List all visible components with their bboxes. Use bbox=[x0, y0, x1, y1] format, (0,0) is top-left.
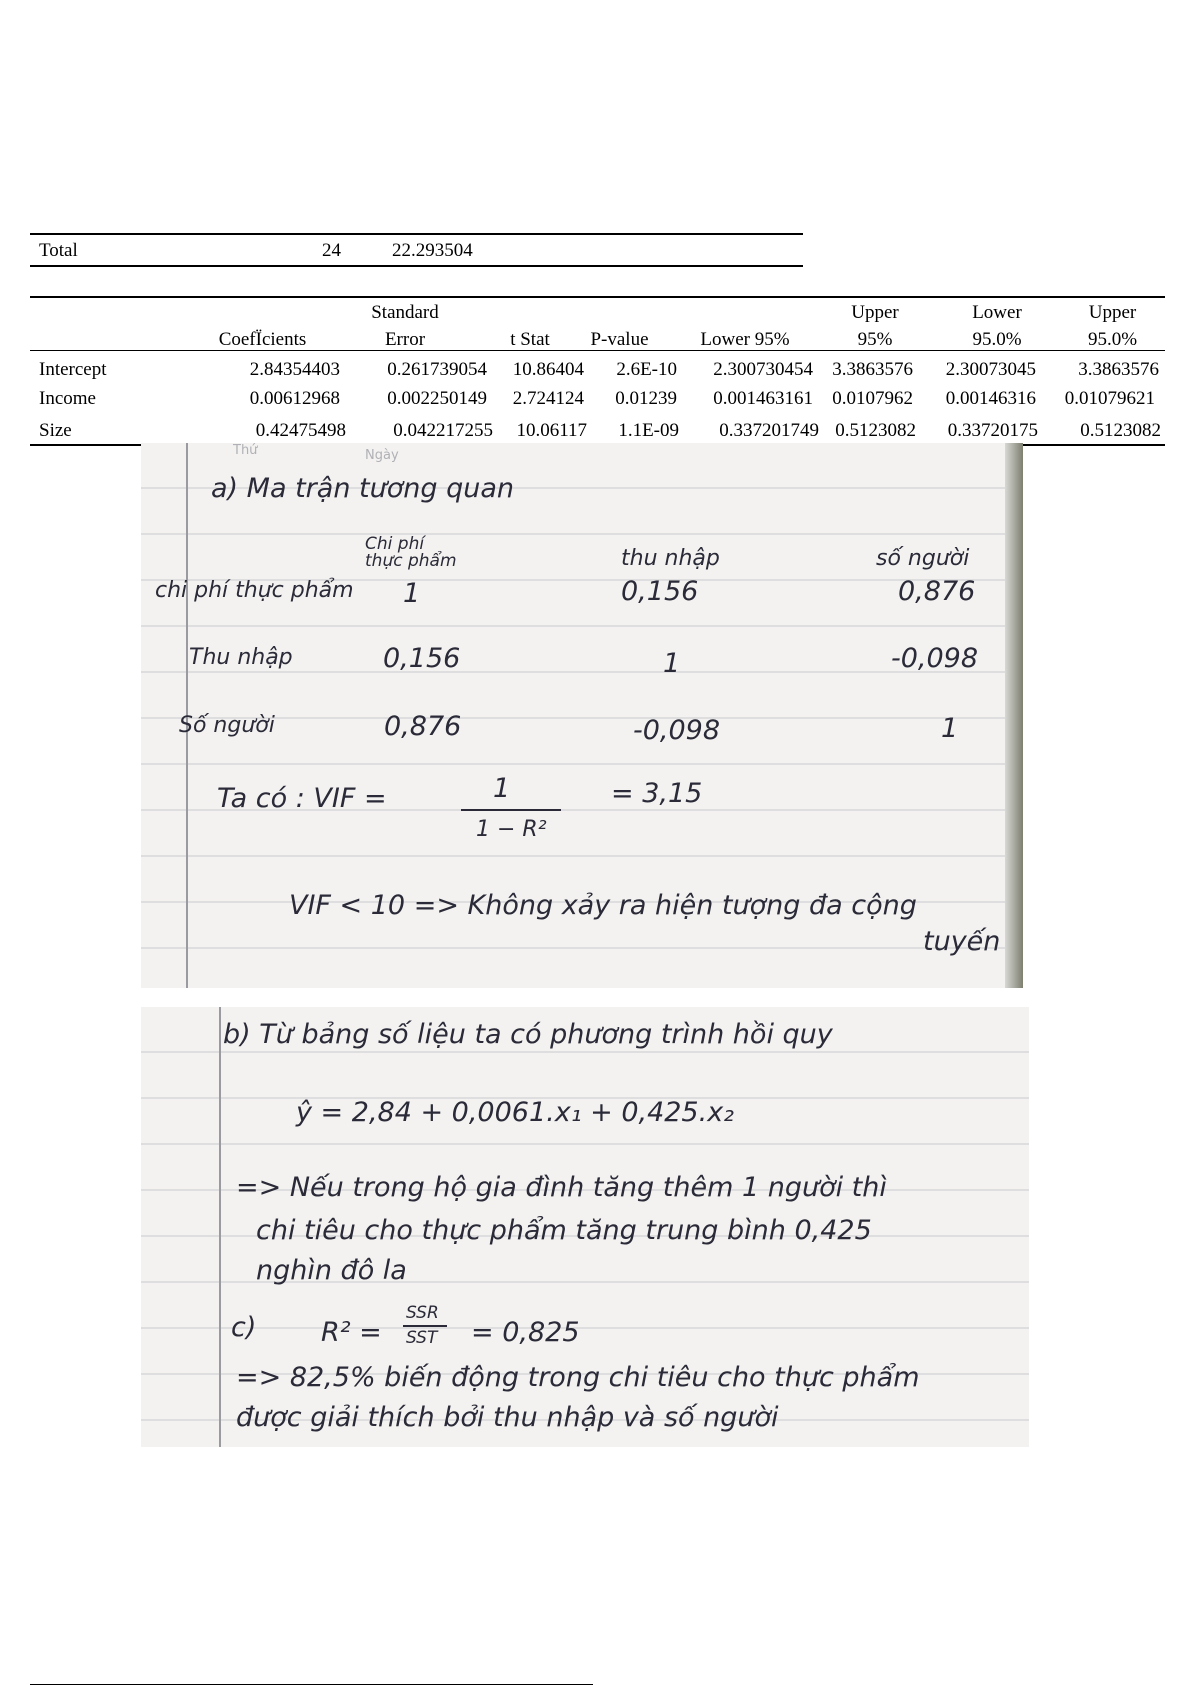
vif-conclusion-line1: VIF < 10 => Không xảy ra hiện tượng đa cộng bbox=[289, 890, 917, 921]
vif-denominator: 1 − R² bbox=[476, 817, 547, 842]
cell-income-coef: 0.00612968 bbox=[249, 388, 340, 409]
header-coefficients: CoefÏcients bbox=[218, 329, 307, 350]
section-b-line2: chi tiêu cho thực phẩm tăng trung bình 0,425 bbox=[256, 1215, 872, 1246]
row-label-intercept: Intercept bbox=[39, 359, 107, 380]
header-t-stat: t Stat bbox=[510, 329, 550, 350]
r-squared-denominator: SST bbox=[406, 1328, 438, 1348]
header-lower-95: Lower 95% bbox=[700, 329, 790, 350]
cell-size-upper950: 0.5123082 bbox=[1080, 420, 1161, 441]
col-header-income: thu nhập bbox=[621, 546, 720, 571]
row-label-size: Size bbox=[39, 420, 72, 441]
section-b-line1: => Nếu trong hộ gia đình tăng thêm 1 người thì bbox=[236, 1172, 887, 1203]
header-upper-95 bbox=[820, 299, 930, 353]
section-c-label: c) bbox=[231, 1312, 257, 1343]
vif-result: = 3,15 bbox=[611, 778, 703, 809]
cell-intercept-upper95: 3.3863576 bbox=[832, 359, 913, 380]
cell-income-lower95: 0.001463161 bbox=[713, 388, 813, 409]
anova-total-ss: 22.293504 bbox=[392, 240, 473, 261]
cell-intercept-t: 10.86404 bbox=[512, 359, 584, 380]
col-header-food-cost-line2: thực phẩm bbox=[365, 551, 457, 571]
header-standard-error-line2: Error bbox=[384, 329, 426, 350]
cell-income-upper950: 0.01079621 bbox=[1064, 388, 1155, 409]
header-upper-95-line2: 95% bbox=[857, 329, 893, 350]
vif-conclusion-line2: tuyến bbox=[923, 926, 1001, 957]
section-c-line1: => 82,5% biến động trong chi tiêu cho thực phẩm bbox=[236, 1362, 920, 1393]
cell-intercept-coef: 2.84354403 bbox=[249, 359, 340, 380]
cell-size-lower950: 0.33720175 bbox=[947, 420, 1038, 441]
header-lower-950 bbox=[942, 299, 1052, 353]
cell-intercept-lower95: 2.300730454 bbox=[713, 359, 813, 380]
cell-size-p: 1.1E-09 bbox=[618, 420, 679, 441]
corr-2-3: -0,098 bbox=[891, 643, 979, 674]
coefficient-table bbox=[30, 296, 1165, 446]
corr-2-1: 0,156 bbox=[383, 643, 461, 674]
notebook-photo-correlation bbox=[141, 443, 1023, 988]
cell-intercept-lower950: 2.30073045 bbox=[945, 359, 1036, 380]
notebook-photo-regression bbox=[141, 1007, 1029, 1447]
cell-income-t: 2.724124 bbox=[512, 388, 584, 409]
anova-total-df: 24 bbox=[322, 240, 341, 261]
col-header-household-size: số người bbox=[876, 546, 970, 571]
row-label-household-size: Số người bbox=[179, 713, 275, 738]
notebook-margin-line bbox=[219, 1007, 221, 1447]
section-b-title: b) Từ bảng số liệu ta có phương trình hồi quy bbox=[223, 1019, 833, 1050]
cell-size-lower95: 0.337201749 bbox=[719, 420, 819, 441]
col-header-food-cost bbox=[365, 536, 457, 570]
row-label-income: Income bbox=[39, 388, 96, 409]
corr-1-2: 0,156 bbox=[621, 576, 699, 607]
regression-equation: ŷ = 2,84 + 0,0061.x₁ + 0,425.x₂ bbox=[296, 1097, 734, 1128]
col-header-food-cost-line1: Chi phí bbox=[365, 534, 425, 554]
vif-numerator: 1 bbox=[493, 773, 511, 804]
header-lower-950-line1: Lower bbox=[972, 302, 1022, 323]
anova-total-label: Total bbox=[39, 240, 78, 261]
header-upper-950-line1: Upper bbox=[1088, 302, 1137, 323]
header-upper-950 bbox=[1060, 299, 1165, 353]
cell-size-upper95: 0.5123082 bbox=[835, 420, 916, 441]
cell-income-lower950: 0.00146316 bbox=[945, 388, 1036, 409]
preprint-thu: Thứ bbox=[233, 443, 258, 458]
cell-size-coef: 0.42475498 bbox=[255, 420, 346, 441]
r-squared-result: = 0,825 bbox=[471, 1317, 580, 1348]
cell-size-se: 0.042217255 bbox=[393, 420, 493, 441]
vif-fraction-bar bbox=[461, 809, 561, 811]
header-standard-error-line1: Standard bbox=[371, 302, 439, 323]
cell-intercept-upper950: 3.3863576 bbox=[1078, 359, 1159, 380]
section-c-line2: được giải thích bởi thu nhập và số người bbox=[236, 1402, 779, 1433]
r-squared-numerator: SSR bbox=[406, 1303, 439, 1323]
row-label-income-hw: Thu nhập bbox=[189, 645, 293, 670]
corr-2-2: 1 bbox=[663, 648, 681, 679]
corr-3-3: 1 bbox=[941, 713, 959, 744]
header-upper-950-line2: 95.0% bbox=[1087, 329, 1138, 350]
anova-total-row bbox=[30, 233, 803, 267]
vif-prefix: Ta có : VIF = bbox=[217, 783, 387, 814]
cell-intercept-se: 0.261739054 bbox=[387, 359, 487, 380]
section-a-title: a) Ma trận tương quan bbox=[211, 473, 514, 504]
cell-intercept-p: 2.6E-10 bbox=[616, 359, 677, 380]
corr-1-1: 1 bbox=[403, 578, 421, 609]
notebook-edge-shadow bbox=[1005, 443, 1023, 988]
cell-income-p: 0.01239 bbox=[615, 388, 677, 409]
row-label-food-cost: chi phí thực phẩm bbox=[155, 578, 354, 603]
header-standard-error bbox=[340, 299, 470, 353]
section-b-line3: nghìn đô la bbox=[256, 1255, 407, 1286]
cell-size-t: 10.06117 bbox=[516, 420, 587, 441]
header-p-value: P-value bbox=[590, 329, 649, 350]
corr-3-2: -0,098 bbox=[633, 715, 721, 746]
r-squared-fraction-bar bbox=[403, 1325, 447, 1327]
cell-income-upper95: 0.0107962 bbox=[832, 388, 913, 409]
preprint-ngay: Ngày bbox=[365, 448, 399, 463]
corr-1-3: 0,876 bbox=[898, 576, 976, 607]
cell-income-se: 0.002250149 bbox=[387, 388, 487, 409]
header-upper-95-line1: Upper bbox=[851, 302, 899, 323]
corr-3-1: 0,876 bbox=[384, 711, 462, 742]
header-lower-950-line2: 95.0% bbox=[972, 329, 1022, 350]
r-squared-label: R² = bbox=[321, 1317, 382, 1348]
